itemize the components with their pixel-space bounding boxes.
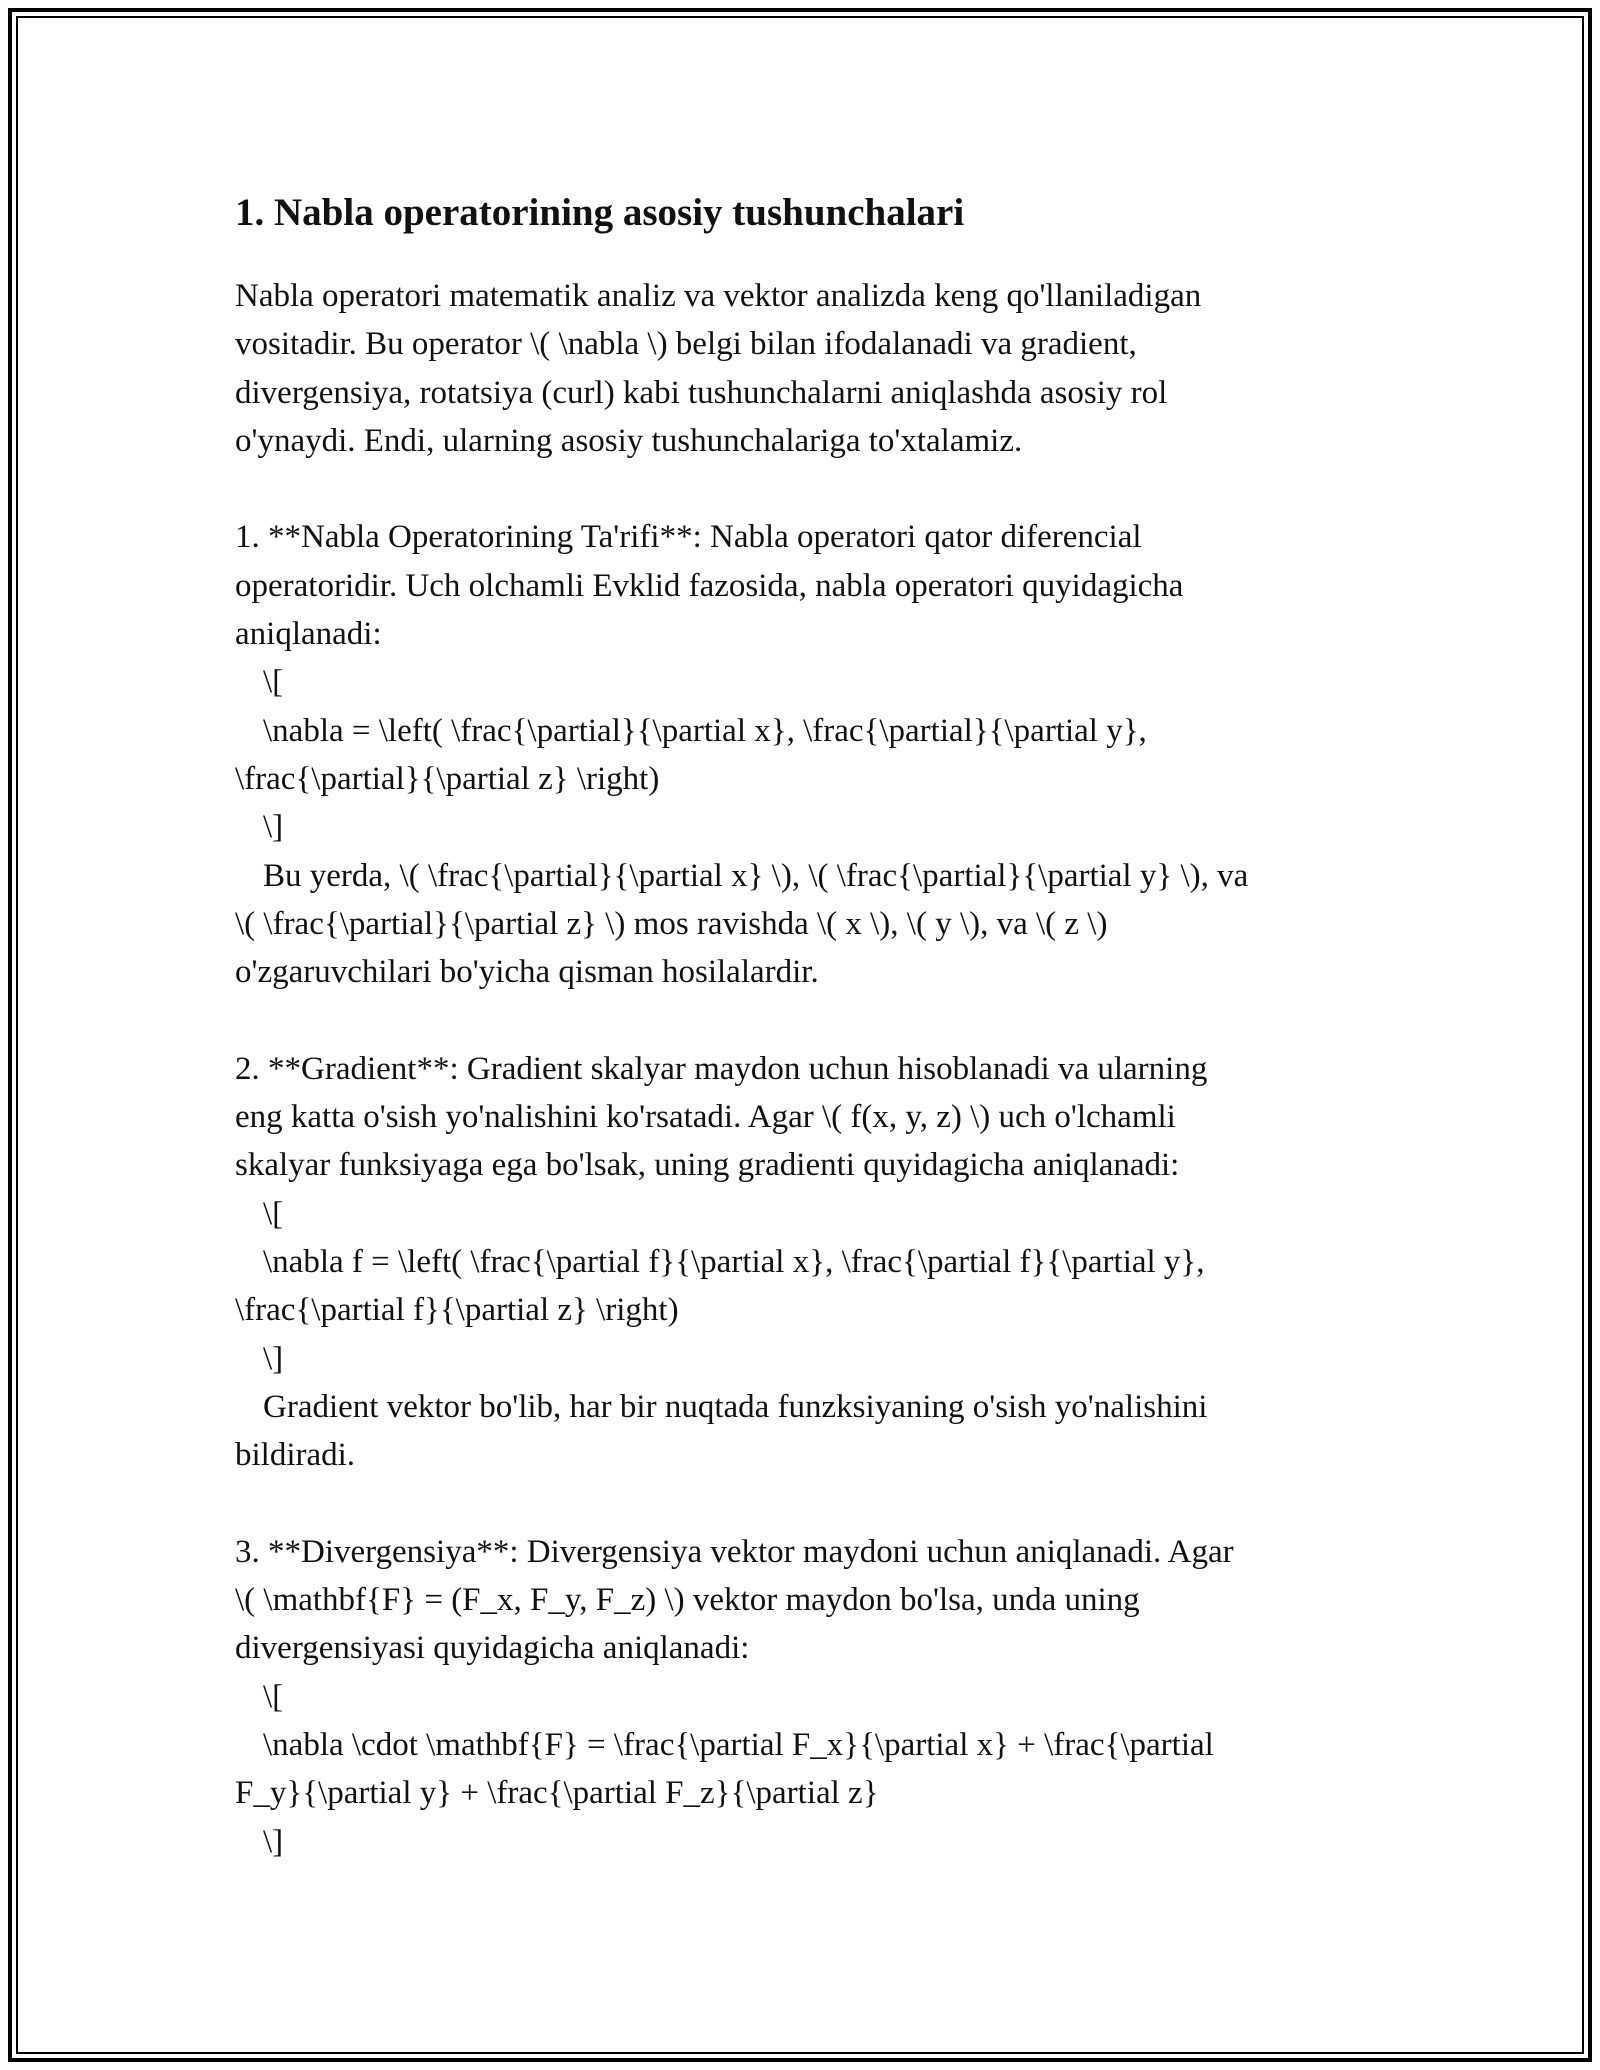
item-divergence [235, 1528, 1375, 1866]
document-body [235, 184, 1375, 1866]
section-heading: 1. Nabla operatorining asosiy tushunchalari [235, 191, 965, 234]
text-line: aniqlanadi: [235, 616, 382, 653]
text-line: Nabla operatori matematik analiz va vektor analizda keng qo'llaniladigan [235, 278, 1202, 314]
text-line: operatoridir. Uch olchamli Evklid fazosida, nabla operatori quyidagicha [235, 567, 1184, 604]
text-line: o'ynaydi. Endi, ularning asosiy tushunchalariga to'xtalamiz. [235, 422, 1023, 459]
formula-line: \frac{\partial}{\partial z} \right) [235, 760, 660, 797]
text-line: divergensiya, rotatsiya (curl) kabi tushunchalarni aniqlashda asosiy rol [235, 374, 1168, 411]
text-line: o'zgaruvchilari bo'yicha qisman hosilalardir. [235, 954, 819, 991]
text-line: \( \mathbf{F} = (F_x, F_y, F_z) \) vektor maydon bo'lsa, unda uning [235, 1582, 1140, 1619]
text-line: Bu yerda, \( \frac{\partial}{\partial x} \), \( \frac{\partial}{\partial y} \), va [263, 857, 1249, 894]
spacer [235, 1479, 1375, 1527]
formula-line: \frac{\partial f}{\partial z} \right) [235, 1292, 679, 1329]
text-line: eng katta o'sish yo'nalishini ko'rsatadi. Agar \( f(x, y, z) \) uch o'lchamli [235, 1099, 1176, 1136]
formula-line: F_y}{\partial y} + \frac{\partial F_z}{\partial z} [235, 1775, 879, 1812]
formula-open: \[ [263, 1678, 284, 1715]
formula-open: \[ [263, 1195, 284, 1232]
text-line: 2. **Gradient**: Gradient skalyar maydon uchun hisoblanadi va ularning [235, 1050, 1208, 1087]
item-nabla-definition [235, 513, 1375, 996]
formula-close: \] [263, 809, 284, 846]
formula-line: \nabla f = \left( \frac{\partial f}{\partial x}, \frac{\partial f}{\partial y}, [263, 1243, 1205, 1280]
intro-paragraph [235, 272, 1375, 465]
formula-close: \] [263, 1823, 284, 1860]
formula-line: \nabla \cdot \mathbf{F} = \frac{\partial F_x}{\partial x} + \frac{\partial [263, 1726, 1214, 1763]
text-line: skalyar funksiyaga ega bo'lsak, uning gradienti quyidagicha aniqlanadi: [235, 1147, 1180, 1184]
spacer [235, 996, 1375, 1044]
formula-open: \[ [263, 664, 284, 701]
spacer [235, 465, 1375, 513]
text-line: \( \frac{\partial}{\partial z} \) mos ravishda \( x \), \( y \), va \( z \) [235, 905, 1108, 942]
formula-close: \] [263, 1340, 284, 1377]
text-line: 3. **Divergensiya**: Divergensiya vektor maydoni uchun aniqlanadi. Agar [235, 1533, 1234, 1570]
text-line: Gradient vektor bo'lib, har bir nuqtada funzksiyaning o'sish yo'nalishini [263, 1388, 1208, 1425]
text-line: divergensiyasi quyidagicha aniqlanadi: [235, 1630, 750, 1667]
text-line: vositadir. Bu operator \( \nabla \) belgi bilan ifodalanadi va gradient, [235, 326, 1137, 363]
formula-line: \nabla = \left( \frac{\partial}{\partial x}, \frac{\partial}{\partial y}, [263, 712, 1147, 749]
text-line: bildiradi. [235, 1437, 356, 1474]
item-gradient [235, 1045, 1375, 1480]
text-line: 1. **Nabla Operatorining Ta'rifi**: Nabla operatori qator diferencial [235, 519, 1142, 556]
